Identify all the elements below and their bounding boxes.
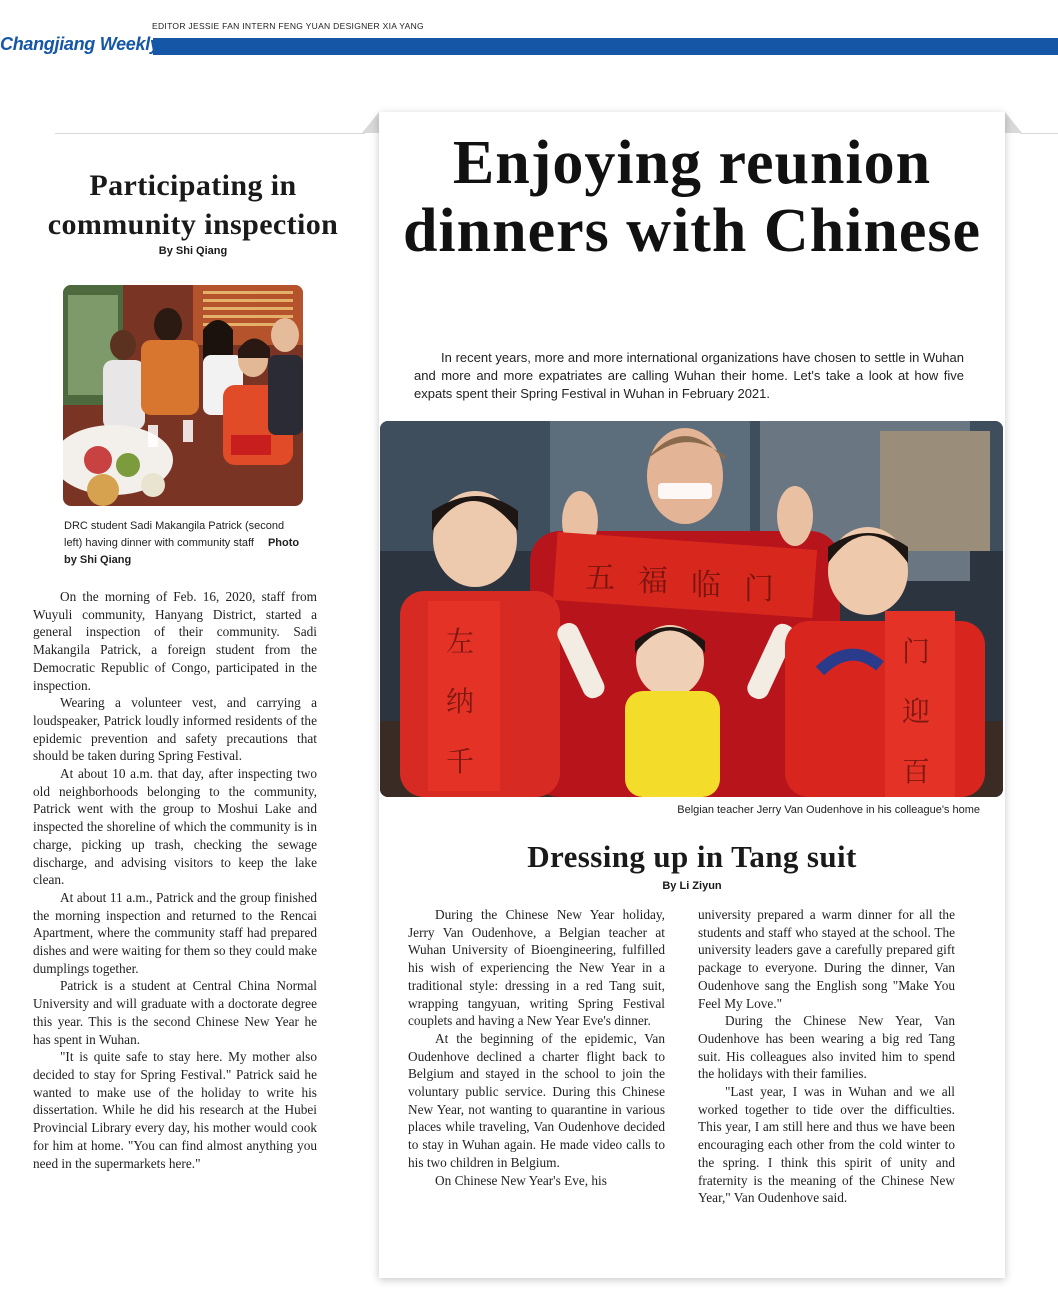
paragraph: "Last year, I was in Wuhan and we all worked together to tide over the difficulties. This year, I am still here and thus we have been encouraging each other from the cold winter to the spring. I think this spirit of unity and fraternity is the meaning of the Chinese New Year," Van Oudenhove said. bbox=[698, 1084, 955, 1206]
corner-fold bbox=[362, 112, 379, 133]
main-photo bbox=[380, 421, 1003, 797]
masthead-bar bbox=[153, 38, 1058, 55]
couplet-char: 门 bbox=[744, 572, 774, 607]
couplet-char: 五 bbox=[585, 561, 615, 596]
scroll-char: 百 bbox=[902, 755, 931, 788]
photo-credit: Photo by Shi Qiang bbox=[64, 537, 300, 566]
left-article-byline: By Shi Qiang bbox=[158, 245, 228, 257]
main-article-intro bbox=[414, 349, 964, 403]
paragraph: At about 10 a.m. that day, after inspecting two old neighborhoods belonging to the community, Patrick went with the group to Moshui Lake and inspected the shoreline of which the community is in charge, picking up trash, checking the sewage discharge, and advising visitors to keep the lake clean. bbox=[33, 766, 317, 888]
sub-article-column-1 bbox=[408, 906, 665, 1189]
main-article-title: Enjoying reunion dinners with Chinese bbox=[402, 129, 982, 265]
scroll-char: 门 bbox=[902, 635, 931, 668]
scroll-char: 左 bbox=[446, 625, 475, 658]
paragraph: university prepared a warm dinner for all the students and staff who stayed at the school. The university leaders gave a carefully prepared gift package to everyone. During the dinner, Van Oudenhove sang the English song "Make You Feel My Love." bbox=[698, 907, 955, 1011]
divider bbox=[1020, 133, 1058, 134]
masthead: Changjiang Weekly bbox=[0, 34, 160, 54]
paragraph: On the morning of Feb. 16, 2020, staff from Wuyuli community, Hanyang District, started a general inspection of their community. Sadi Makangila Patrick, a foreign student from the Democratic Republic of Congo, participated in the inspection. bbox=[33, 589, 317, 693]
left-article-body bbox=[33, 588, 317, 1172]
main-photo-caption: Belgian teacher Jerry Van Oudenhove in his colleague's home bbox=[677, 804, 980, 816]
divider bbox=[55, 133, 365, 134]
paragraph: On Chinese New Year's Eve, his bbox=[435, 1172, 607, 1188]
scroll-char: 迎 bbox=[902, 695, 931, 728]
paragraph: At the beginning of the epidemic, Van Oudenhove declined a charter flight back to Belgium and stayed in the school to join the voluntary public service. During this Chinese New Year, not wanting to quarantine in various places while traveling, Van Oudenhove decided to stay in Wuhan again. He made video calls to his two children in Belgium. bbox=[408, 1030, 665, 1170]
left-photo-caption bbox=[64, 518, 304, 569]
couplet-char: 福 bbox=[638, 564, 668, 599]
sub-article-column-2 bbox=[698, 906, 955, 1207]
paragraph: "It is quite safe to stay here. My mother also decided to stay for Spring Festival." Patrick said he wanted to make use of the holiday to write his dissertation. While he did his research at the Hubei Provincial Library every day, his mother would cook for him at home. "You can find almost anything you need in the supermarkets here." bbox=[33, 1049, 317, 1171]
scroll-char: 千 bbox=[446, 745, 475, 778]
sub-article-byline: By Li Ziyun bbox=[662, 880, 722, 892]
sub-article-title: Dressing up in Tang suit bbox=[527, 839, 857, 874]
couplet-char: 临 bbox=[691, 568, 721, 603]
caption-text: DRC student Sadi Makangila Patrick (second left) having dinner with community staff bbox=[64, 520, 285, 549]
corner-fold bbox=[1005, 112, 1022, 133]
paragraph: Patrick is a student at Central China Normal University and will graduate with a doctorate degree this year. This is the second Chinese New Year he has spent in Wuhan. bbox=[33, 978, 317, 1047]
paragraph: During the Chinese New Year, Van Oudenhove has been wearing a big red Tang suit. His colleagues also invited him to spend the holidays with their families. bbox=[698, 1013, 955, 1082]
paragraph: During the Chinese New Year holiday, Jerry Van Oudenhove, a Belgian teacher at Wuhan University of Bioengineering, fulfilled his wish of experiencing the New Year in a traditional style: dressing in a red Tang suit, wrapping tangyuan, writing Spring Festival couplets and having a New Year Eve's dinner. bbox=[408, 907, 665, 1029]
paragraph: Wearing a volunteer vest, and carrying a loudspeaker, Patrick loudly informed residents of the epidemic prevention and safety precautions that should be taken during Spring Festival. bbox=[33, 695, 317, 764]
intro-text: In recent years, more and more international organizations have chosen to settle in Wuhan and more and more expatriates are calling Wuhan their home. Let's take a look at how five expats spent their Spring Festival in Wuhan in February 2021. bbox=[414, 350, 964, 401]
scroll-char: 纳 bbox=[446, 685, 475, 718]
left-article-title: Participating in community inspection bbox=[47, 169, 339, 241]
dinner-photo bbox=[63, 285, 303, 506]
credits-line: EDITOR JESSIE FAN INTERN FENG YUAN DESIGNER XIA YANG bbox=[152, 21, 424, 31]
paragraph: At about 11 a.m., Patrick and the group finished the morning inspection and returned to the Rencai Apartment, where the community staff had prepared dishes and were waiting for them so they could make dumplings together. bbox=[33, 889, 317, 976]
